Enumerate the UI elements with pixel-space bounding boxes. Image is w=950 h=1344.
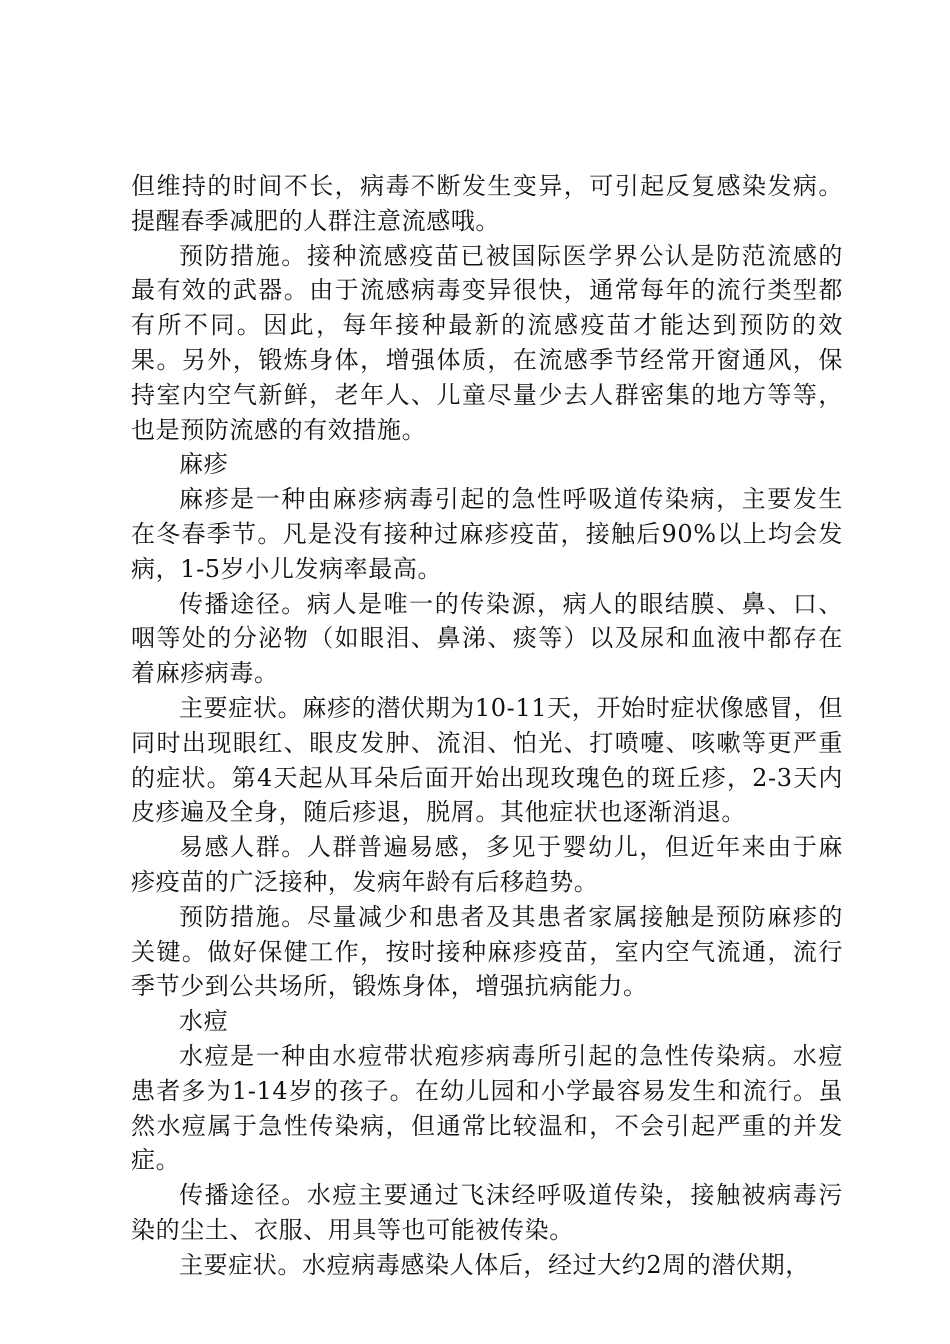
section-heading-chickenpox: 水痘	[179, 1007, 229, 1036]
paragraph-measles-intro: 麻疹是一种由麻疹病毒引起的急性呼吸道传染病，主要发生在冬春季节。凡是没有接种过麻疹疫苗，接触后90%以上均会发病，1-5岁小儿发病率最高。	[131, 485, 843, 583]
paragraph-measles-prevention: 预防措施。尽量减少和患者及其患者家属接触是预防麻疹的关键。做好保健工作，按时接种麻疹疫苗，室内空气流通，流行季节少到公共场所，锻炼身体，增强抗病能力。	[131, 902, 843, 1001]
paragraph-flu-prevention: 预防措施。接种流感疫苗已被国际医学界公认是防范流感的最有效的武器。由于流感病毒变异很快，通常每年的流行类型都有所不同。因此，每年接种最新的流感疫苗才能达到预防的效果。另外，锻炼身体，增强体质，在流感季节经常开窗通风，保持室内空气新鲜，老年人、儿童尽量少去人群密集的地方等等，也是预防流感的有效措施。	[131, 241, 843, 444]
paragraph-measles-symptoms: 主要症状。麻疹的潜伏期为10-11天，开始时症状像感冒，但同时出现眼红、眼皮发肿、流泪、怕光、打喷嚏、咳嗽等更严重的症状。第4天起从耳朵后面开始出现玫瑰色的斑丘疹，2-3天内皮疹遍及全身，随后疹退，脱屑。其他症状也逐渐消退。	[131, 693, 843, 827]
paragraph-measles-transmission: 传播途径。病人是唯一的传染源，病人的眼结膜、鼻、口、咽等处的分泌物（如眼泪、鼻涕、痰等）以及尿和血液中都存在着麻疹病毒。	[131, 589, 843, 688]
paragraph-measles-susceptible: 易感人群。人群普遍易感，多见于婴幼儿，但近年来由于麻疹疫苗的广泛接种，发病年龄有后移趋势。	[131, 833, 843, 896]
paragraph-chickenpox-symptoms: 主要症状。水痘病毒感染人体后，经过大约2周的潜伏期，	[179, 1250, 810, 1279]
paragraph-continuation: 但维持的时间不长，病毒不断发生变异，可引起反复感染发病。提醒春季减肥的人群注意流感哦。	[131, 172, 843, 235]
paragraph-chickenpox-intro: 水痘是一种由水痘带状疱疹病毒所引起的急性传染病。水痘患者多为1-14岁的孩子。在幼儿园和小学最容易发生和流行。虽然水痘属于急性传染病，但通常比较温和，不会引起严重的并发症。	[131, 1041, 843, 1175]
section-heading-measles: 麻疹	[179, 450, 229, 479]
document-body	[131, 169, 843, 1283]
paragraph-chickenpox-transmission: 传播途径。水痘主要通过飞沫经呼吸道传染，接触被病毒污染的尘土、衣服、用具等也可能被传染。	[131, 1181, 843, 1244]
